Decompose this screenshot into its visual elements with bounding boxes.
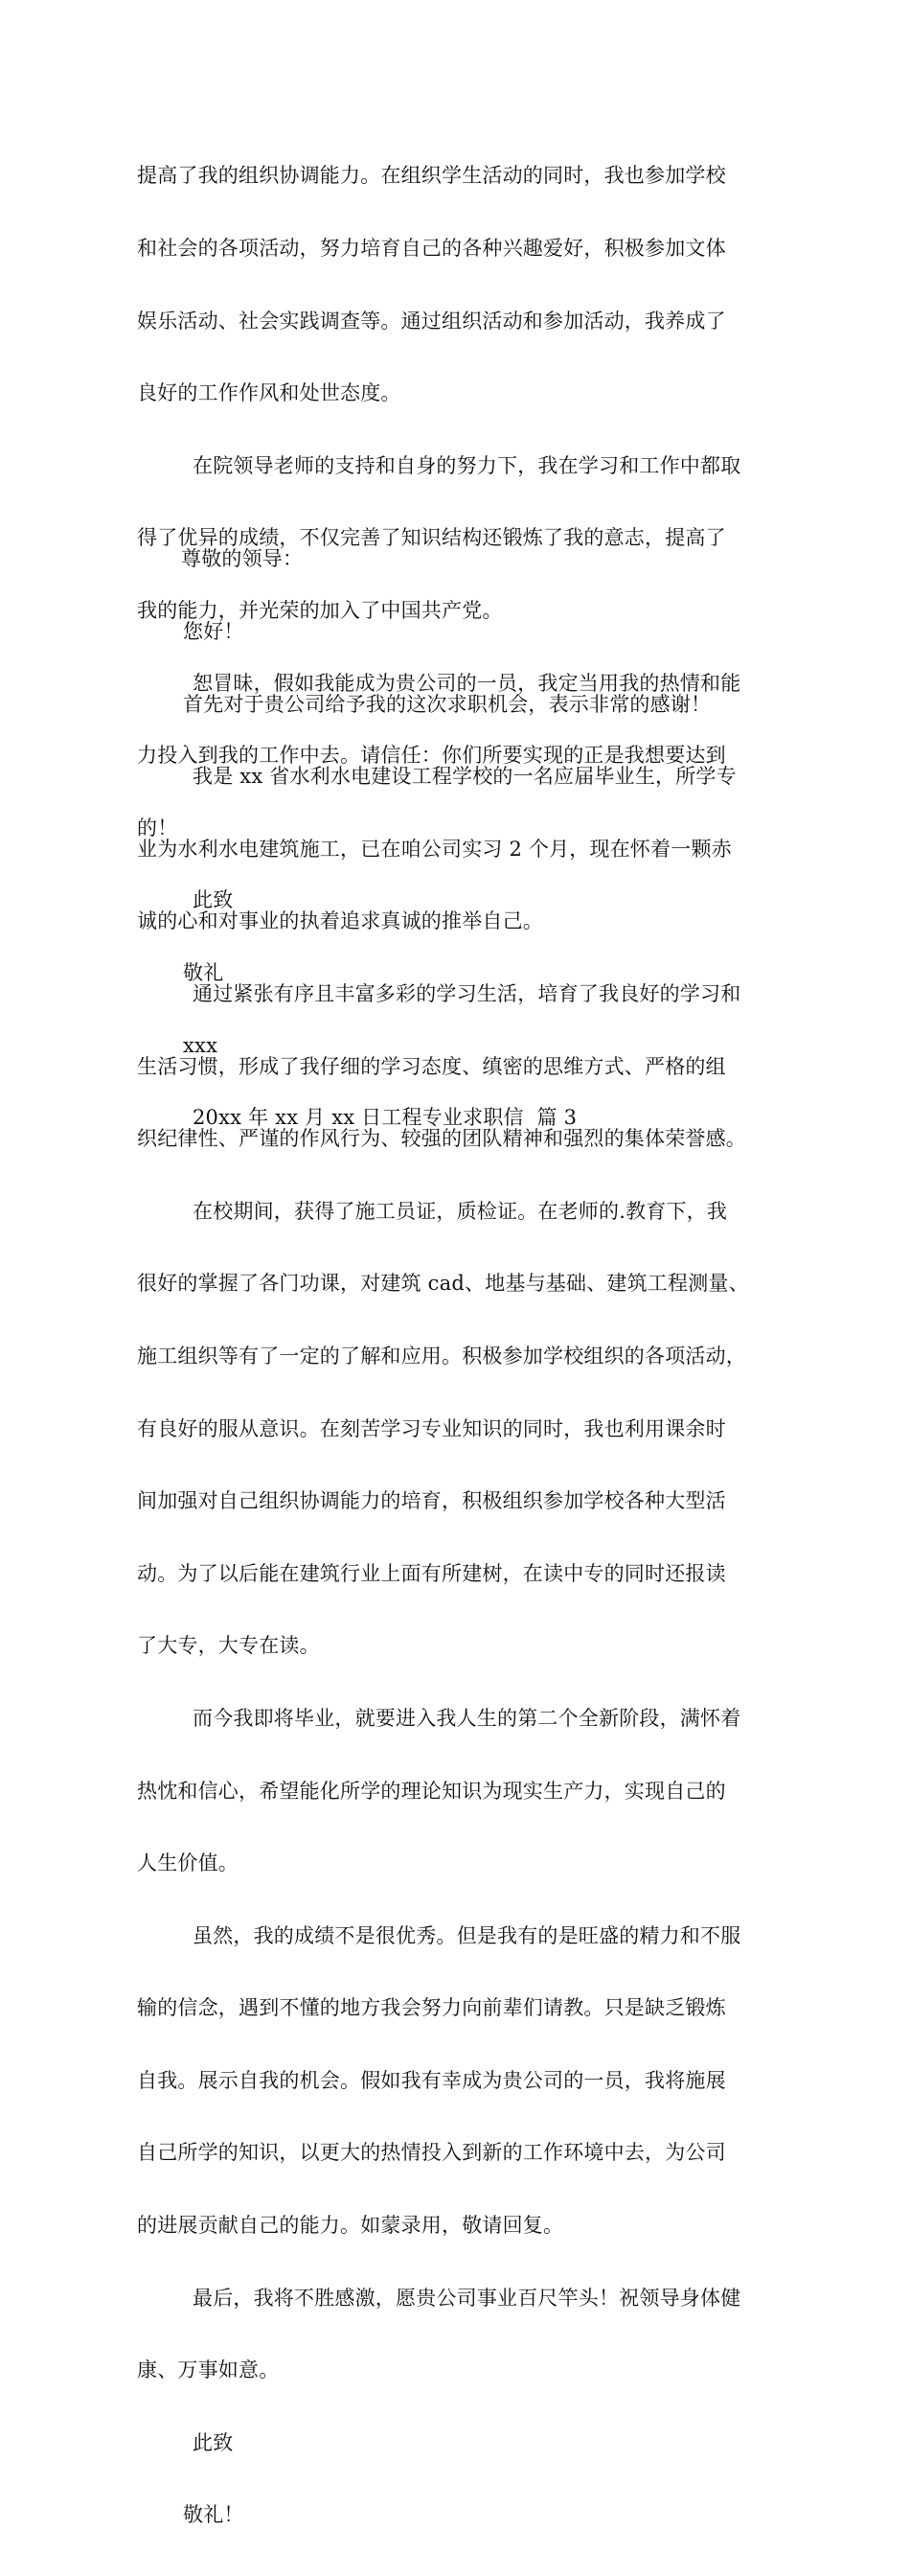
body-line: 的！	[137, 816, 178, 840]
paragraph-start-line: 在院领导老师的支持和自身的努力下，我在学习和工作中都取	[193, 453, 741, 477]
body-line: 热忱和信心，希望能化所学的理论知识为现实生产力，实现自己的	[137, 1779, 726, 1803]
paragraph-start-line: 最后，我将不胜感激，愿贵公司事业百尺竿头！祝领导身体健	[193, 2286, 741, 2310]
body-line: 生活习惯，形成了我仔细的学习态度、缜密的思维方式、严格的组	[137, 1054, 726, 1078]
signature-name: xxx	[183, 1033, 218, 1057]
body-line: 良好的工作作风和处世态度。	[137, 381, 401, 405]
salutation-line: 敬礼	[183, 960, 224, 984]
body-line: 自我。展示自我的机会。假如我有幸成为贵公司的一员，我将施展	[137, 2068, 726, 2092]
body-line: 娱乐活动、社会实践调查等。通过组织活动和参加活动，我养成了	[137, 309, 726, 333]
body-line: 了大专，大专在读。	[137, 1634, 320, 1658]
body-line: 很好的掌握了各门功课，对建筑 cad、地基与基础、建筑工程测量、	[137, 1272, 749, 1296]
body-line: 提高了我的组织协调能力。在组织学生活动的同时，我也参加学校	[137, 164, 726, 188]
paragraph-start-line: 虽然，我的成绩不是很优秀。但是我有的是旺盛的精力和不服	[193, 1923, 741, 1947]
body-line: 力投入到我的工作中去。请信任：你们所要实现的正是我想要达到	[137, 744, 726, 768]
paragraph-start-line: 我是 xx 省水利水电建设工程学校的一名应届毕业生，所学专	[193, 765, 737, 789]
body-line: 动。为了以后能在建筑行业上面有所建树，在读中专的同时还报读	[137, 1561, 726, 1585]
body-line: 有良好的服从意识。在刻苦学习专业知识的同时，我也利用课余时	[137, 1416, 726, 1440]
body-line: 得了优异的成绩，不仅完善了知识结构还锻炼了我的意志，提高了	[137, 526, 726, 550]
greeting-line: 尊敬的领导：	[181, 547, 304, 571]
letter-lower-section	[137, 499, 774, 2576]
paragraph-start-line: 而今我即将毕业，就要进入我人生的第二个全新阶段，满怀着	[193, 1706, 741, 1730]
body-line: 我的能力，并光荣的加入了中国共产党。	[137, 598, 503, 622]
date-and-section-title: 20xx 年 xx 月 xx 日工程专业求职信 篇 3	[193, 1106, 578, 1130]
paragraph-start-line: 恕冒昧，假如我能成为贵公司的一员，我定当用我的热情和能	[193, 671, 741, 695]
body-line: 的进展贡献自己的能力。如蒙录用，敬请回复。	[137, 2214, 564, 2238]
salutation-line: 敬礼！	[183, 2503, 244, 2527]
paragraph-start-line: 通过紧张有序且丰富多彩的学习生活，培育了我良好的学习和	[193, 981, 741, 1005]
paragraph-start-line: 首先对于贵公司给予我的这次求职机会，表示非常的感谢！	[183, 692, 712, 716]
body-line: 诚的心和对事业的执着追求真诚的推举自己。	[137, 909, 543, 933]
closing-line: 此致	[193, 888, 234, 912]
body-line: 自己所学的知识，以更大的热情投入到新的工作环境中去，为公司	[137, 2141, 726, 2165]
body-line: 织纪律性、严谨的作风行为、较强的团队精神和强烈的集体荣誉感。	[137, 1127, 746, 1151]
closing-line: 此致	[193, 2430, 234, 2454]
greeting-line: 您好！	[183, 620, 244, 643]
body-line: 和社会的各项活动，努力培育自己的各种兴趣爱好，积极参加文体	[137, 237, 726, 260]
body-line: 业为水利水电建筑施工，已在咱公司实习 2 个月，现在怀着一颗赤	[137, 837, 732, 861]
body-line: 间加强对自己组织协调能力的培育，积极组织参加学校各种大型活	[137, 1489, 726, 1513]
paragraph-start-line: 在校期间，获得了施工员证，质检证。在老师的.教育下，我	[193, 1199, 728, 1223]
body-line: 输的信念，遇到不懂的地方我会努力向前辈们请教。只是缺乏锻炼	[137, 1996, 726, 2020]
body-line: 康、万事如意。	[137, 2358, 280, 2382]
body-line: 人生价值。	[137, 1852, 239, 1875]
body-line: 施工组织等有了一定的了解和应用。积极参加学校组织的各项活动，	[137, 1344, 746, 1368]
